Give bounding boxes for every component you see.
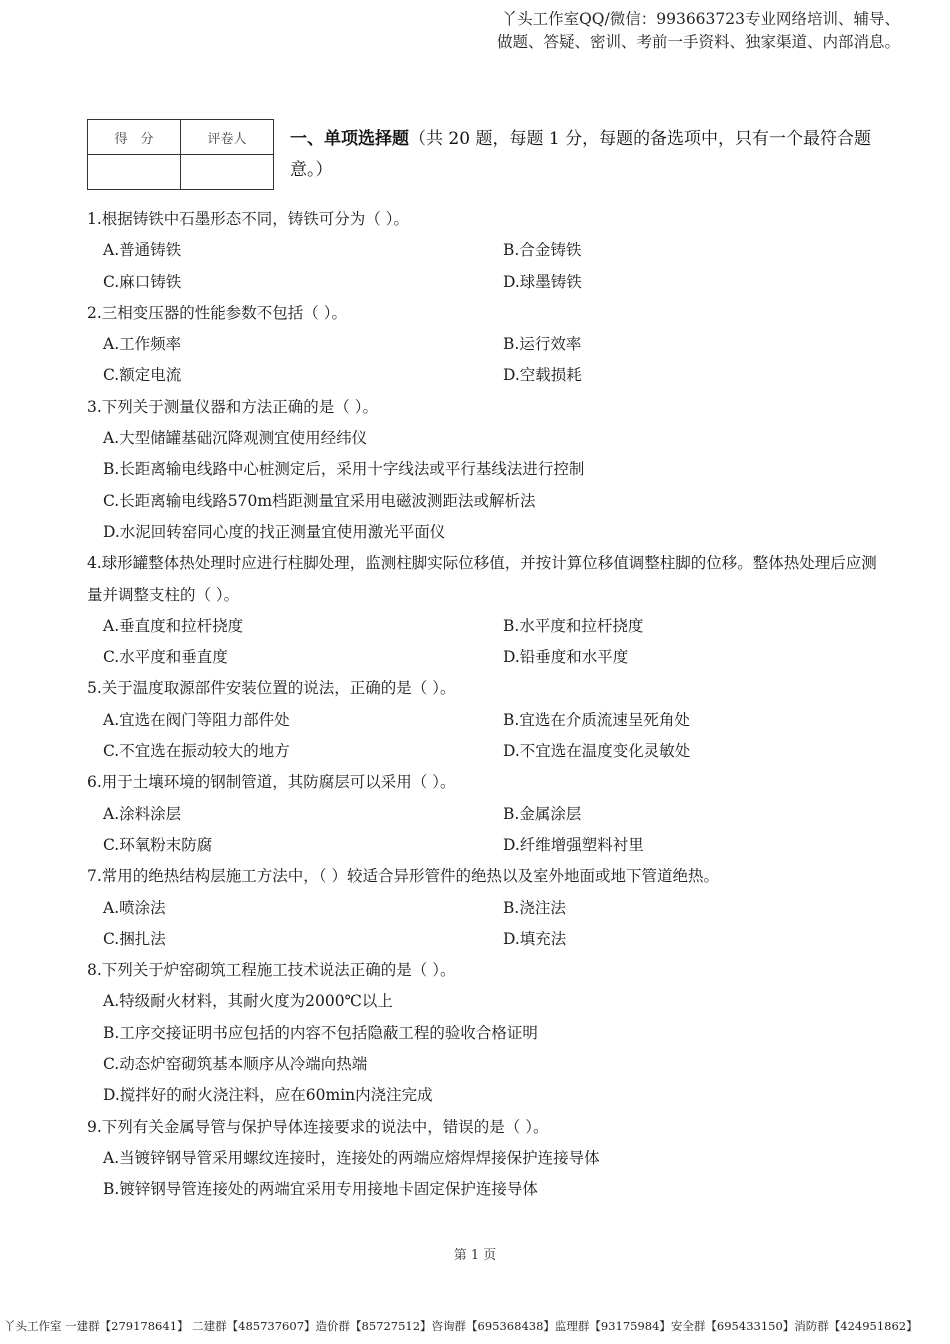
question-stem: 5.关于温度取源部件安装位置的说法，正确的是（ ）。 [87,679,456,698]
option-d: D.纤维增强塑料衬里 [503,835,644,854]
option-b: B.金属涂层 [503,804,582,823]
option-d: D.填充法 [503,929,567,948]
option-d: D.水泥回转窑同心度的找正测量宜使用激光平面仪 [103,522,446,541]
option-d: D.空载损耗 [503,366,582,385]
option-b: B.工序交接证明书应包括的内容不包括隐蔽工程的验收合格证明 [103,1023,538,1042]
section-title-main: 一、单项选择题 [290,129,409,149]
question-stem: 9.下列有关金属导管与保护导体连接要求的说法中，错误的是（ ）。 [87,1117,549,1136]
header-note-line1: 丫头工作室QQ/微信：993663723专业网络培训、辅导、 [501,10,900,28]
question-stem: 2.三相变压器的性能参数不包括（ ）。 [87,303,347,322]
option-b: B.镀锌钢导管连接处的两端宜采用专用接地卡固定保护连接导体 [103,1180,538,1199]
score-table [87,119,274,190]
question-7 [87,861,877,955]
section-title-note: （共 20 题，每题 1 分，每题的备选项中，只有一个最符合题意。） [290,129,872,180]
option-c: C.捆扎法 [103,929,166,948]
option-b: B.运行效率 [503,335,582,354]
question-stem: 7.常用的绝热结构层施工方法中，（ ）较适合异形管件的绝热以及室外地面或地下管道绝热。 [87,867,719,886]
option-a: A.大型储罐基础沉降观测宜使用经纬仪 [103,429,368,448]
option-d: D.不宜选在温度变化灵敏处 [503,742,691,761]
question-8 [87,955,877,1111]
option-a: A.特级耐火材料，其耐火度为2000℃以上 [103,992,393,1011]
question-1 [87,204,877,298]
question-2 [87,298,877,392]
options [87,423,877,548]
question-9 [87,1112,877,1206]
option-a: A.垂直度和拉杆挠度 [103,616,244,635]
option-a: A.涂料涂层 [103,804,182,823]
option-c: C.环氧粉末防腐 [103,835,213,854]
question-3 [87,392,877,548]
question-stem: 8.下列关于炉窑砌筑工程施工技术说法正确的是（ ）。 [87,961,456,980]
option-c: C.额定电流 [103,366,182,385]
option-c: C.水平度和垂直度 [103,648,228,667]
question-list [87,204,877,1206]
option-a: A.喷涂法 [103,898,166,917]
option-a: A.宜选在阀门等阻力部件处 [103,710,290,729]
section-title [290,124,880,186]
question-stem: 3.下列关于测量仪器和方法正确的是（ ）。 [87,397,378,416]
score-label: 得 分 [88,120,181,155]
question-5 [87,673,877,767]
option-c: C.长距离输电线路570m档距测量宜采用电磁波测距法或解析法 [103,491,536,510]
options [87,986,877,1111]
options [87,329,877,392]
option-a: A.当镀锌钢导管采用螺纹连接时，连接处的两端应熔焊焊接保护连接导体 [103,1148,600,1167]
option-b: B.水平度和拉杆挠度 [503,616,644,635]
options [87,611,877,674]
option-c: C.不宜选在振动较大的地方 [103,742,290,761]
question-6 [87,767,877,861]
options [87,705,877,768]
options [87,893,877,956]
option-d: D.球墨铸铁 [503,272,582,291]
option-b: B.合金铸铁 [503,241,582,260]
reviewer-label: 评卷人 [181,120,274,155]
option-b: B.长距离输电线路中心桩测定后，采用十字线法或平行基线法进行控制 [103,460,585,479]
options [87,235,877,298]
option-c: C.动态炉窑砌筑基本顺序从冷端向热端 [103,1055,368,1074]
question-stem: 6.用于土壤环境的钢制管道，其防腐层可以采用（ ）。 [87,773,456,792]
header-note [380,8,900,54]
option-b: B.浇注法 [503,898,566,917]
option-a: A.工作频率 [103,335,182,354]
bottom-contact-bar: 丫头工作室 一建群【279178641】 二建群【485737607】造价群【85727512】咨询群【695368438】监理群【93175984】安全群【695433150】消防群【424951862】 [4,1319,918,1333]
header-note-line2: 做题、答疑、密训、考前一手资料、独家渠道、内部消息。 [496,33,900,51]
options [87,799,877,862]
reviewer-cell [181,155,274,190]
option-d: D.搅拌好的耐火浇注料，应在60min内浇注完成 [103,1086,433,1105]
question-stem: 1.根据铸铁中石墨形态不同，铸铁可分为（ ）。 [87,210,409,228]
score-cell [88,155,181,190]
option-a: A.普通铸铁 [103,241,182,260]
option-b: B.宜选在介质流速呈死角处 [503,710,690,729]
question-stem: 4.球形罐整体热处理时应进行柱脚处理，监测柱脚实际位移值，并按计算位移值调整柱脚的位移。整体热处理后应测量并调整支柱的（ ）。 [87,554,877,604]
options [87,1143,877,1206]
option-d: D.铅垂度和水平度 [503,648,629,667]
question-4 [87,548,877,673]
page-number: 第 1 页 [453,1248,497,1263]
option-c: C.麻口铸铁 [103,272,182,291]
